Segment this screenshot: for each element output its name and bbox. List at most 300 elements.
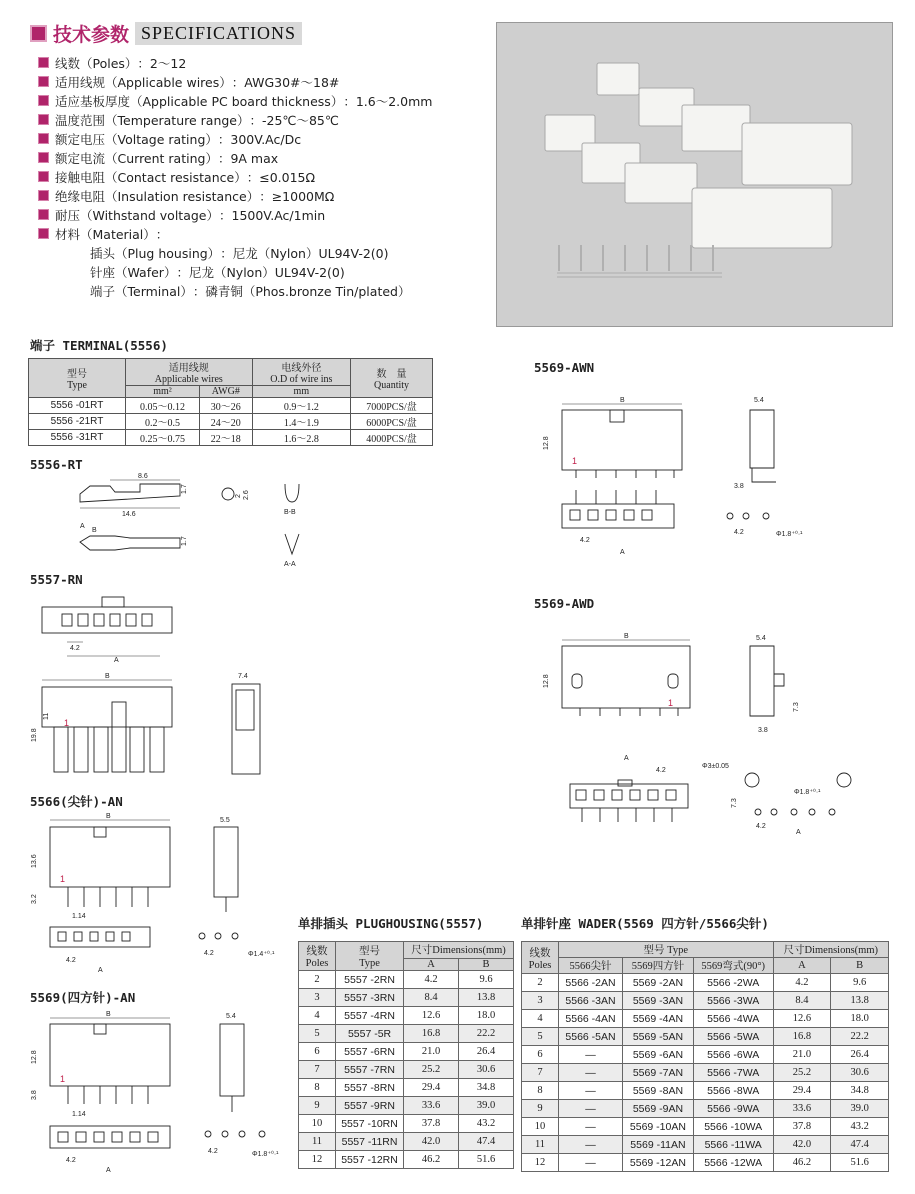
d5566-pin1: 1	[60, 874, 66, 884]
table-cell: 5557 -10RN	[336, 1115, 404, 1133]
table-cell: 4	[299, 1007, 336, 1025]
th-mm2: mm²	[126, 386, 200, 398]
awd-pin1: 1	[668, 698, 674, 708]
d5566-dim-a: A	[98, 967, 103, 974]
table-cell: 7	[522, 1064, 559, 1082]
table-row	[522, 1154, 889, 1172]
table-cell: 4	[522, 1010, 559, 1028]
d5557-dim-h1: 11	[43, 712, 50, 720]
spec-row	[38, 91, 432, 110]
table-cell: —	[559, 1154, 623, 1172]
table-cell: 4.2	[404, 971, 459, 989]
bullet-square-icon	[38, 133, 49, 144]
d5566-dim-b: B	[106, 813, 111, 820]
table-cell: 5557 -2RN	[336, 971, 404, 989]
table-cell: 51.6	[459, 1151, 514, 1169]
table-cell: 5557 -12RN	[336, 1151, 404, 1169]
table-row	[299, 1097, 514, 1115]
material-value: ：尼龙（Nylon）UL94V-2(0)	[220, 245, 389, 261]
table-cell: 5557 -8RN	[336, 1079, 404, 1097]
table-row	[299, 1151, 514, 1169]
table-cell: 5556 -21RT	[29, 414, 126, 430]
table-row	[299, 989, 514, 1007]
awd-hole-pitch: 4.2	[756, 823, 766, 830]
table-cell: 5569 -5AN	[623, 1028, 694, 1046]
table-row	[522, 1028, 889, 1046]
table-cell: 24～20	[199, 414, 252, 430]
table-row	[299, 1025, 514, 1043]
table-cell: 8	[299, 1079, 336, 1097]
table-cell: 13.8	[459, 989, 514, 1007]
table-row	[522, 1136, 889, 1154]
wafer-th-poles: 线数 Poles	[522, 942, 559, 974]
table-cell: 5566 -8WA	[693, 1082, 773, 1100]
wafer-th-type: 型号 Type	[559, 942, 774, 958]
table-cell: 21.0	[404, 1043, 459, 1061]
table-cell: 13.8	[831, 992, 889, 1010]
material-row	[38, 262, 432, 281]
awn-title: 5569-AWN	[534, 360, 595, 375]
table-row	[29, 414, 433, 430]
d5556-dim-l1: 8.6	[138, 473, 148, 480]
table-cell: 5566 -2WA	[693, 974, 773, 992]
d5569-dim-t: 1.14	[72, 1111, 86, 1118]
table-cell: 5557 -3RN	[336, 989, 404, 1007]
table-cell: 5566 -5WA	[693, 1028, 773, 1046]
table-row	[299, 1115, 514, 1133]
spec-label: 额定电流（Current rating）	[55, 150, 218, 166]
d5569-title: 5569(四方针)-AN	[30, 990, 136, 1005]
d5566-hole: Φ1.4⁺⁰·¹	[248, 951, 275, 958]
spec-value: ：≥1000MΩ	[259, 188, 335, 204]
d5557-dim-h2: 19.8	[31, 728, 38, 742]
table-cell: 5557 -7RN	[336, 1061, 404, 1079]
table-cell: 4000PCS/盘	[351, 430, 433, 446]
spec-label: 额定电压（Voltage rating）	[55, 131, 218, 147]
table-cell: 25.2	[404, 1061, 459, 1079]
bullet-square-icon	[30, 25, 47, 42]
d5557-pin1: 1	[64, 718, 70, 728]
table-cell: 9.6	[459, 971, 514, 989]
bullet-square-icon	[38, 228, 49, 239]
wafer-th-b: B	[831, 958, 889, 974]
th-awg: AWG#	[199, 386, 252, 398]
table-cell: 5556 -31RT	[29, 430, 126, 446]
spec-row	[38, 148, 432, 167]
table-cell: 16.8	[773, 1028, 831, 1046]
table-row	[299, 1079, 514, 1097]
d5566-drawing	[30, 812, 290, 977]
spec-label: 线数（Poles）	[55, 55, 138, 71]
table-cell: 12.6	[773, 1010, 831, 1028]
table-cell: 18.0	[459, 1007, 514, 1025]
spec-value: ：≤0.015Ω	[246, 169, 316, 185]
product-photo	[496, 22, 893, 327]
d5566-title: 5566(尖针)-AN	[30, 794, 123, 809]
table-cell: 51.6	[831, 1154, 889, 1172]
table-cell: 5	[299, 1025, 336, 1043]
spec-label: 绝缘电阻（Insulation resistance）	[55, 188, 260, 204]
table-cell: 16.8	[404, 1025, 459, 1043]
awd-dim-h4: 7.3	[731, 798, 738, 808]
table-cell: 5569 -2AN	[623, 974, 694, 992]
spec-value: ：9A max	[217, 150, 279, 166]
table-cell: 47.4	[459, 1133, 514, 1151]
table-cell: 7	[299, 1061, 336, 1079]
spec-value: ：1.6～2.0mm	[343, 93, 433, 109]
table-cell: 4.2	[773, 974, 831, 992]
wafer-th-c1: 5566尖针	[559, 958, 623, 974]
table-cell: 9	[522, 1100, 559, 1118]
spec-row	[38, 53, 432, 72]
plug-table	[298, 941, 514, 1169]
table-row	[299, 1043, 514, 1061]
spec-row	[38, 186, 432, 205]
material-label: 端子（Terminal）	[90, 283, 193, 299]
table-cell: 5566 -9WA	[693, 1100, 773, 1118]
d5556-dim-h2: 1.7	[181, 536, 188, 546]
spec-value: ：1500V.Ac/1min	[219, 207, 326, 223]
table-cell: 0.2～0.5	[126, 414, 200, 430]
d5569-dim-b: B	[106, 1011, 111, 1018]
table-cell: 7000PCS/盘	[351, 398, 433, 414]
table-cell: 3	[522, 992, 559, 1010]
d5557-dim-p: 4.2	[70, 645, 80, 652]
table-row	[522, 1100, 889, 1118]
wafer-th-a: A	[773, 958, 831, 974]
table-cell: 5566 -3AN	[559, 992, 623, 1010]
table-cell: 5557 -9RN	[336, 1097, 404, 1115]
table-cell: 5557 -5R	[336, 1025, 404, 1043]
spec-label: 耐压（Withstand voltage）	[55, 207, 219, 223]
d5569-dim-w: 5.4	[226, 1013, 236, 1020]
table-cell: 5566 -12WA	[693, 1154, 773, 1172]
wafer-section-title: 单排针座 WADER(5569 四方针/5566尖针)	[521, 916, 769, 931]
table-cell: 9	[299, 1097, 336, 1115]
plug-th-dim: 尺寸Dimensions(mm)	[404, 942, 514, 959]
table-cell: 5569 -3AN	[623, 992, 694, 1010]
table-cell: 8.4	[773, 992, 831, 1010]
table-cell: —	[559, 1136, 623, 1154]
d5557-dim-w: 7.4	[238, 673, 248, 680]
table-cell: 6	[522, 1046, 559, 1064]
terminal-table	[28, 358, 433, 446]
table-cell: 0.9～1.2	[252, 398, 350, 414]
table-cell: 1.4～1.9	[252, 414, 350, 430]
table-cell: 34.8	[831, 1082, 889, 1100]
spec-value: ：300V.Ac/Dc	[217, 131, 302, 147]
table-cell: 5569 -11AN	[623, 1136, 694, 1154]
table-cell: 11	[299, 1133, 336, 1151]
awd-hole-a: A	[796, 829, 801, 836]
awn-dim-h2: 3.8	[734, 483, 744, 490]
awd-dim-b: B	[624, 633, 629, 640]
d5566-dim-h2: 3.2	[31, 894, 38, 904]
awd-peg: Φ3±0.05	[702, 763, 729, 770]
d5569-pin1: 1	[60, 1074, 66, 1084]
wafer-table	[521, 941, 889, 1172]
material-row	[38, 281, 432, 300]
d5566-dim-t: 1.14	[72, 913, 86, 920]
wafer-th-dim: 尺寸Dimensions(mm)	[773, 942, 888, 958]
plug-th-b: B	[459, 958, 514, 970]
spec-row	[38, 72, 432, 91]
table-cell: 42.0	[773, 1136, 831, 1154]
table-cell: 3	[299, 989, 336, 1007]
material-row	[38, 243, 432, 262]
spec-label: 适用线规（Applicable wires）	[55, 74, 232, 90]
table-cell: 22.2	[831, 1028, 889, 1046]
spec-label: 材料（Material）	[55, 226, 156, 242]
d5556-dim-l2: 14.6	[122, 511, 136, 518]
awn-hole: Φ1.8⁺⁰·¹	[776, 531, 803, 538]
table-cell: 0.25～0.75	[126, 430, 200, 446]
table-row	[522, 992, 889, 1010]
table-cell: 0.05～0.12	[126, 398, 200, 414]
awd-dim-p: 4.2	[656, 767, 666, 774]
spec-value: ：2～12	[137, 55, 187, 71]
table-cell: 5569 -4AN	[623, 1010, 694, 1028]
spec-label: 接触电阻（Contact resistance）	[55, 169, 247, 185]
table-row	[522, 1010, 889, 1028]
awd-hole: Φ1.8⁺⁰·¹	[794, 789, 821, 796]
table-cell: 5557 -11RN	[336, 1133, 404, 1151]
table-cell: 34.8	[459, 1079, 514, 1097]
spec-row	[38, 167, 432, 186]
spec-row	[38, 110, 432, 129]
table-cell: 5566 -2AN	[559, 974, 623, 992]
table-cell: 1.6～2.8	[252, 430, 350, 446]
d5556-drawing	[70, 472, 320, 572]
table-cell: 5566 -11WA	[693, 1136, 773, 1154]
d5556-dim-h: 1.7	[181, 484, 188, 494]
table-cell: 8	[522, 1082, 559, 1100]
table-cell: 5569 -12AN	[623, 1154, 694, 1172]
table-cell: 30～26	[199, 398, 252, 414]
th-qty: 数 量 Quantity	[351, 359, 433, 398]
table-cell: 5569 -7AN	[623, 1064, 694, 1082]
table-cell: 43.2	[459, 1115, 514, 1133]
plug-th-type: 型号 Type	[336, 942, 404, 971]
table-cell: 5	[522, 1028, 559, 1046]
d5557-dim-a: A	[114, 657, 119, 664]
spec-value: ：	[155, 226, 169, 242]
table-cell: 5566 -3WA	[693, 992, 773, 1010]
table-row	[29, 398, 433, 414]
d5569-hole-pitch: 4.2	[208, 1148, 218, 1155]
table-cell: —	[559, 1046, 623, 1064]
page-header	[30, 20, 302, 46]
table-cell: 33.6	[404, 1097, 459, 1115]
table-cell: 11	[522, 1136, 559, 1154]
awd-title: 5569-AWD	[534, 596, 595, 611]
table-cell: 46.2	[404, 1151, 459, 1169]
plug-th-a: A	[404, 958, 459, 970]
table-cell: 29.4	[773, 1082, 831, 1100]
table-cell: —	[559, 1082, 623, 1100]
table-cell: 37.8	[773, 1118, 831, 1136]
th-wire: 适用线规 Applicable wires	[126, 359, 253, 386]
table-cell: 39.0	[831, 1100, 889, 1118]
awd-dim-a: A	[624, 755, 629, 762]
awn-dim-b: B	[620, 397, 625, 404]
awd-dim-h: 12.8	[543, 674, 550, 688]
spec-value: ：-25℃～85℃	[249, 112, 339, 128]
bullet-square-icon	[38, 76, 49, 87]
awn-hole-pitch: 4.2	[734, 529, 744, 536]
connector-photo-illustration	[497, 23, 892, 326]
table-cell: 12.6	[404, 1007, 459, 1025]
d5557-title: 5557-RN	[30, 572, 83, 587]
table-row	[299, 1007, 514, 1025]
bullet-square-icon	[38, 95, 49, 106]
table-cell: 6000PCS/盘	[351, 414, 433, 430]
table-cell: 25.2	[773, 1064, 831, 1082]
table-cell: 5566 -4AN	[559, 1010, 623, 1028]
table-row	[299, 1061, 514, 1079]
material-value: ：尼龙（Nylon）UL94V-2(0)	[176, 264, 345, 280]
terminal-section-title: 端子 TERMINAL(5556)	[30, 338, 168, 353]
table-cell: 5557 -4RN	[336, 1007, 404, 1025]
plug-section-title: 单排插头 PLUGHOUSING(5557)	[298, 916, 484, 931]
d5556-a-label: A	[80, 523, 85, 530]
awd-dim-w: 5.4	[756, 635, 766, 642]
d5569-hole: Φ1.8⁺⁰·¹	[252, 1151, 279, 1158]
table-cell: 33.6	[773, 1100, 831, 1118]
table-cell: 5566 -5AN	[559, 1028, 623, 1046]
d5556-b-label: B	[92, 527, 97, 534]
table-cell: 26.4	[831, 1046, 889, 1064]
wafer-th-c3: 5569弯式(90°)	[693, 958, 773, 974]
spec-list	[38, 53, 432, 300]
d5569-dim-a: A	[106, 1167, 111, 1174]
th-od: 电线外径 O.D of wire ins	[252, 359, 350, 386]
th-od-unit: mm	[252, 386, 350, 398]
d5566-hole-pitch: 4.2	[204, 950, 214, 957]
table-cell: 8.4	[404, 989, 459, 1007]
table-row	[299, 1133, 514, 1151]
awn-dim-w: 5.4	[754, 397, 764, 404]
table-cell: 37.8	[404, 1115, 459, 1133]
bullet-square-icon	[38, 152, 49, 163]
table-cell: 5569 -10AN	[623, 1118, 694, 1136]
bullet-square-icon	[38, 114, 49, 125]
d5556-aa-label: A-A	[284, 561, 296, 568]
table-cell: —	[559, 1064, 623, 1082]
d5556-dim-s1: 2	[235, 494, 242, 498]
awd-dim-h2: 7.3	[793, 702, 800, 712]
table-cell: 5566 -10WA	[693, 1118, 773, 1136]
d5569-dim-h2: 3.8	[31, 1090, 38, 1100]
awn-dim-p: 4.2	[580, 537, 590, 544]
material-label: 针座（Wafer）	[90, 264, 177, 280]
d5569-dim-h1: 12.8	[31, 1050, 38, 1064]
spec-label: 适应基板厚度（Applicable PC board thickness）	[55, 93, 344, 109]
table-cell: 26.4	[459, 1043, 514, 1061]
table-row	[522, 974, 889, 992]
table-cell: 6	[299, 1043, 336, 1061]
table-cell: 5566 -7WA	[693, 1064, 773, 1082]
table-cell: 30.6	[831, 1064, 889, 1082]
bullet-square-icon	[38, 190, 49, 201]
table-cell: 12	[299, 1151, 336, 1169]
wafer-th-c2: 5569四方针	[623, 958, 694, 974]
header-title-en: SPECIFICATIONS	[135, 22, 302, 45]
table-cell: 22.2	[459, 1025, 514, 1043]
d5557-drawing	[30, 592, 290, 782]
spec-row	[38, 205, 432, 224]
table-cell: —	[559, 1118, 623, 1136]
d5566-dim-p: 4.2	[66, 957, 76, 964]
table-cell: 10	[522, 1118, 559, 1136]
table-cell: 5569 -6AN	[623, 1046, 694, 1064]
table-cell: 2	[299, 971, 336, 989]
d5557-dim-b: B	[105, 673, 110, 680]
table-cell: —	[559, 1100, 623, 1118]
d5569-dim-p: 4.2	[66, 1157, 76, 1164]
d5556-bb-label: B-B	[284, 509, 296, 516]
spec-row	[38, 224, 432, 243]
awd-dim-h3: 3.8	[758, 727, 768, 734]
table-cell: 18.0	[831, 1010, 889, 1028]
table-cell: 29.4	[404, 1079, 459, 1097]
material-value: ：磷青铜（Phos.bronze Tin/plated）	[192, 283, 411, 299]
table-cell: 46.2	[773, 1154, 831, 1172]
table-cell: 5569 -8AN	[623, 1082, 694, 1100]
bullet-square-icon	[38, 57, 49, 68]
awn-dim-a: A	[620, 549, 625, 556]
table-row	[299, 971, 514, 989]
th-type: 型号 Type	[29, 359, 126, 398]
bullet-square-icon	[38, 209, 49, 220]
table-row	[522, 1118, 889, 1136]
table-cell: 47.4	[831, 1136, 889, 1154]
table-cell: 42.0	[404, 1133, 459, 1151]
table-cell: 5556 -01RT	[29, 398, 126, 414]
plug-th-poles: 线数 Poles	[299, 942, 336, 971]
table-cell: 2	[522, 974, 559, 992]
spec-label: 温度范围（Temperature range）	[55, 112, 250, 128]
table-cell: 43.2	[831, 1118, 889, 1136]
table-cell: 5569 -9AN	[623, 1100, 694, 1118]
table-row	[29, 430, 433, 446]
table-cell: 5566 -4WA	[693, 1010, 773, 1028]
d5569-drawing	[30, 1008, 290, 1183]
awd-drawing	[540, 630, 860, 850]
table-row	[522, 1064, 889, 1082]
material-label: 插头（Plug housing）	[90, 245, 221, 261]
spec-row	[38, 129, 432, 148]
d5556-title: 5556-RT	[30, 457, 83, 472]
d5566-dim-w: 5.5	[220, 817, 230, 824]
spec-value: ：AWG30#～18#	[231, 74, 340, 90]
table-cell: 9.6	[831, 974, 889, 992]
table-cell: 21.0	[773, 1046, 831, 1064]
bullet-square-icon	[38, 171, 49, 182]
table-cell: 30.6	[459, 1061, 514, 1079]
awn-drawing	[540, 392, 840, 567]
awn-dim-h: 12.8	[543, 436, 550, 450]
d5556-dim-s2: 2.6	[243, 490, 250, 500]
table-cell: 39.0	[459, 1097, 514, 1115]
table-cell: 22～18	[199, 430, 252, 446]
table-cell: 5557 -6RN	[336, 1043, 404, 1061]
header-title-cn: 技术参数	[53, 23, 130, 46]
awn-pin1: 1	[572, 456, 578, 466]
table-row	[522, 1046, 889, 1064]
d5566-dim-h1: 13.6	[31, 854, 38, 868]
table-cell: 12	[522, 1154, 559, 1172]
